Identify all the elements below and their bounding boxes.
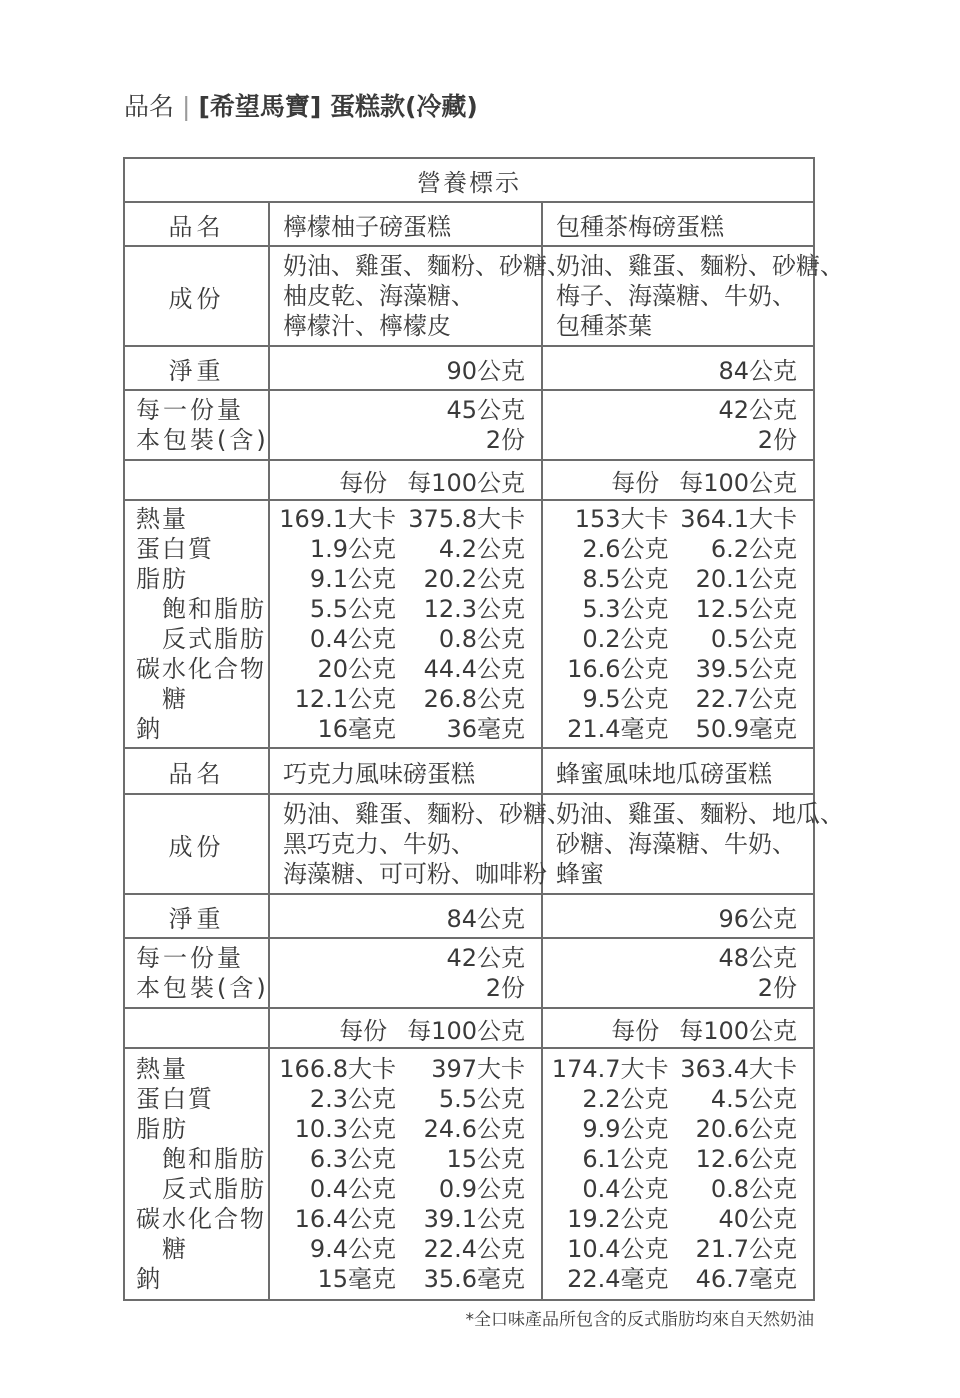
- ingredients-line: 蜂蜜: [556, 860, 604, 888]
- nutrient-label: 鈉: [136, 715, 162, 743]
- table-title: 營養標示: [124, 158, 814, 202]
- label-ingredients: 成份: [124, 794, 269, 894]
- per-serving-value: 9.9公克: [582, 1115, 669, 1143]
- footnote: *全口味產品所包含的反式脂肪均來自天然奶油: [465, 1310, 814, 1330]
- ingredients-cell: [269, 794, 571, 894]
- ingredients-line: 黑巧克力、牛奶、: [283, 830, 475, 858]
- product-name: 蜂蜜風味地瓜磅蛋糕: [542, 748, 814, 794]
- per-serving-value: 19.2公克: [567, 1205, 669, 1233]
- product-name: 包種茶梅磅蛋糕: [542, 202, 814, 246]
- column-headers: [269, 1008, 542, 1048]
- nutrient-values: [542, 500, 814, 748]
- nutrient-label: 熱量: [136, 1055, 188, 1083]
- serving-size-value: 42公克: [718, 396, 798, 424]
- per-100g-value: 397大卡: [431, 1055, 525, 1083]
- per-100g-value: 0.9公克: [438, 1175, 525, 1203]
- empty-cell: [124, 1008, 269, 1048]
- per-100g-value: 0.5公克: [710, 625, 798, 653]
- ingredients-line: 梅子、海藻糖、牛奶、: [556, 282, 796, 310]
- column-headers: [542, 460, 814, 500]
- serving-labels: [124, 938, 269, 1008]
- nutrient-label: 蛋白質: [136, 535, 214, 563]
- nutrient-values: [542, 1048, 814, 1300]
- per-serving-value: 9.4公克: [309, 1235, 396, 1263]
- ingredients-line: 奶油、雞蛋、麵粉、地瓜、: [556, 800, 844, 828]
- ingredients-cell: [269, 246, 571, 346]
- per-100g-value: 24.6公克: [423, 1115, 525, 1143]
- per-100g-value: 363.4大卡: [680, 1055, 798, 1083]
- per-100g-value: 50.9毫克: [695, 715, 798, 743]
- per-serving-header: 每份: [611, 468, 660, 497]
- heading-separator: |: [182, 92, 191, 121]
- nutrient-label: 熱量: [136, 505, 188, 533]
- per-serving-value: 12.1公克: [294, 685, 396, 713]
- per-100g-value: 26.8公克: [423, 685, 525, 713]
- servings-value: 2份: [485, 426, 525, 454]
- per-serving-value: 0.4公克: [582, 1175, 669, 1203]
- per-100g-value: 39.5公克: [695, 655, 798, 683]
- per-100g-value: 375.8大卡: [408, 505, 525, 533]
- per-100g-value: 364.1大卡: [680, 505, 798, 533]
- net-weight-value: 84公克: [269, 894, 542, 938]
- per-serving-value: 16.6公克: [567, 655, 669, 683]
- nutrition-table: [123, 157, 844, 1301]
- per-100g-value: 12.5公克: [695, 595, 798, 623]
- serving-values: [269, 390, 542, 460]
- serving-size-value: 42公克: [446, 944, 525, 972]
- product-name: 檸檬柚子磅蛋糕: [269, 202, 542, 246]
- per-100g-value: 22.4公克: [423, 1235, 525, 1263]
- label-name: 品名: [124, 748, 269, 794]
- per-100g-value: 0.8公克: [710, 1175, 798, 1203]
- empty-cell: [124, 460, 269, 500]
- per-serving-value: 1.9公克: [309, 535, 396, 563]
- per-serving-value: 2.2公克: [582, 1085, 669, 1113]
- nutrient-label: 蛋白質: [136, 1085, 214, 1113]
- nutrient-labels: [124, 1048, 269, 1300]
- per-serving-header: 每份: [339, 468, 388, 497]
- column-headers: [542, 1008, 814, 1048]
- nutrient-values: [269, 500, 542, 748]
- nutrient-label: 鈉: [136, 1265, 162, 1293]
- per-serving-header: 每份: [339, 1016, 388, 1045]
- label-net-weight: 淨重: [124, 894, 269, 938]
- heading-label: 品名: [124, 92, 175, 121]
- per-serving-value: 16.4公克: [294, 1205, 396, 1233]
- nutrient-label: 糖: [162, 1235, 188, 1263]
- ingredients-cell: [542, 246, 844, 346]
- per-100g-value: 46.7毫克: [695, 1265, 798, 1293]
- page-heading: [124, 88, 478, 126]
- per-100g-value: 12.6公克: [695, 1145, 798, 1173]
- heading-product-name: [希望馬寶] 蛋糕款(冷藏): [198, 92, 478, 121]
- nutrient-label: 反式脂肪: [162, 1175, 266, 1203]
- per-100g-value: 20.1公克: [695, 565, 798, 593]
- net-weight-value: 90公克: [269, 346, 542, 390]
- per-serving-value: 21.4毫克: [567, 715, 669, 743]
- nutrient-values: [269, 1048, 542, 1300]
- per-serving-value: 0.2公克: [582, 625, 669, 653]
- per-100g-value: 4.2公克: [438, 535, 525, 563]
- per-serving-value: 2.3公克: [309, 1085, 396, 1113]
- per-serving-value: 22.4毫克: [567, 1265, 669, 1293]
- serving-values: [269, 938, 542, 1008]
- per-100g-value: 0.8公克: [438, 625, 525, 653]
- per-serving-value: 8.5公克: [582, 565, 669, 593]
- per-100g-header: 每100公克: [407, 468, 525, 497]
- per-100g-value: 20.2公克: [423, 565, 525, 593]
- servings-value: 2份: [757, 426, 798, 454]
- per-100g-header: 每100公克: [407, 1016, 525, 1045]
- per-serving-value: 169.1大卡: [279, 505, 396, 533]
- per-100g-value: 35.6毫克: [423, 1265, 525, 1293]
- per-serving-value: 5.3公克: [582, 595, 669, 623]
- per-serving-header: 每份: [611, 1016, 660, 1045]
- per-serving-value: 15毫克: [317, 1265, 396, 1293]
- per-100g-value: 6.2公克: [710, 535, 798, 563]
- nutrient-label: 脂肪: [136, 565, 188, 593]
- nutrient-label: 反式脂肪: [162, 625, 266, 653]
- label-per-serving: 每一份量: [136, 944, 244, 972]
- serving-size-value: 45公克: [446, 396, 525, 424]
- nutrient-label: 糖: [162, 685, 188, 713]
- per-serving-value: 9.1公克: [309, 565, 396, 593]
- nutrient-label: 脂肪: [136, 1115, 188, 1143]
- per-100g-value: 40公克: [718, 1205, 798, 1233]
- per-serving-value: 10.4公克: [567, 1235, 669, 1263]
- column-headers: [269, 460, 542, 500]
- label-servings-per-package: 本包裝(含): [136, 974, 269, 1002]
- per-100g-value: 12.3公克: [423, 595, 525, 623]
- nutrient-labels: [124, 500, 269, 748]
- per-serving-value: 2.6公克: [582, 535, 669, 563]
- per-serving-value: 166.8大卡: [279, 1055, 396, 1083]
- ingredients-line: 柚皮乾、海藻糖、: [283, 282, 475, 310]
- serving-labels: [124, 390, 269, 460]
- label-per-serving: 每一份量: [136, 396, 244, 424]
- label-net-weight: 淨重: [124, 346, 269, 390]
- ingredients-line: 檸檬汁、檸檬皮: [283, 312, 451, 340]
- per-serving-value: 0.4公克: [309, 1175, 396, 1203]
- servings-value: 2份: [485, 974, 525, 1002]
- per-serving-value: 5.5公克: [309, 595, 396, 623]
- per-serving-value: 9.5公克: [582, 685, 669, 713]
- per-100g-value: 39.1公克: [423, 1205, 525, 1233]
- serving-size-value: 48公克: [718, 944, 798, 972]
- per-serving-value: 174.7大卡: [551, 1055, 669, 1083]
- per-100g-value: 5.5公克: [438, 1085, 525, 1113]
- ingredients-line: 奶油、雞蛋、麵粉、砂糖、: [283, 800, 571, 828]
- per-serving-value: 0.4公克: [309, 625, 396, 653]
- per-100g-value: 22.7公克: [695, 685, 798, 713]
- nutrient-label: 碳水化合物: [136, 1205, 266, 1233]
- ingredients-line: 奶油、雞蛋、麵粉、砂糖、: [283, 252, 571, 280]
- per-serving-value: 16毫克: [317, 715, 396, 743]
- label-servings-per-package: 本包裝(含): [136, 426, 269, 454]
- per-100g-value: 4.5公克: [710, 1085, 798, 1113]
- nutrient-label: 飽和脂肪: [162, 595, 266, 623]
- per-100g-value: 44.4公克: [423, 655, 525, 683]
- label-ingredients: 成份: [124, 246, 269, 346]
- per-serving-value: 153大卡: [574, 505, 669, 533]
- ingredients-line: 砂糖、海藻糖、牛奶、: [556, 830, 796, 858]
- ingredients-line: 奶油、雞蛋、麵粉、砂糖、: [556, 252, 844, 280]
- ingredients-line: 海藻糖、可可粉、咖啡粉: [283, 860, 547, 888]
- per-serving-value: 6.1公克: [582, 1145, 669, 1173]
- per-100g-value: 20.6公克: [695, 1115, 798, 1143]
- per-serving-value: 10.3公克: [294, 1115, 396, 1143]
- ingredients-line: 包種茶葉: [556, 312, 652, 340]
- serving-values: [542, 390, 814, 460]
- servings-value: 2份: [757, 974, 798, 1002]
- ingredients-cell: [542, 794, 844, 894]
- per-serving-value: 6.3公克: [309, 1145, 396, 1173]
- per-serving-value: 20公克: [317, 655, 396, 683]
- per-100g-header: 每100公克: [679, 1016, 798, 1045]
- label-name: 品名: [124, 202, 269, 246]
- per-100g-value: 15公克: [446, 1145, 525, 1173]
- per-100g-value: 36毫克: [446, 715, 525, 743]
- net-weight-value: 84公克: [542, 346, 814, 390]
- per-100g-value: 21.7公克: [695, 1235, 798, 1263]
- serving-values: [542, 938, 814, 1008]
- net-weight-value: 96公克: [542, 894, 814, 938]
- nutrient-label: 飽和脂肪: [162, 1145, 266, 1173]
- product-name: 巧克力風味磅蛋糕: [269, 748, 542, 794]
- nutrient-label: 碳水化合物: [136, 655, 266, 683]
- per-100g-header: 每100公克: [679, 468, 798, 497]
